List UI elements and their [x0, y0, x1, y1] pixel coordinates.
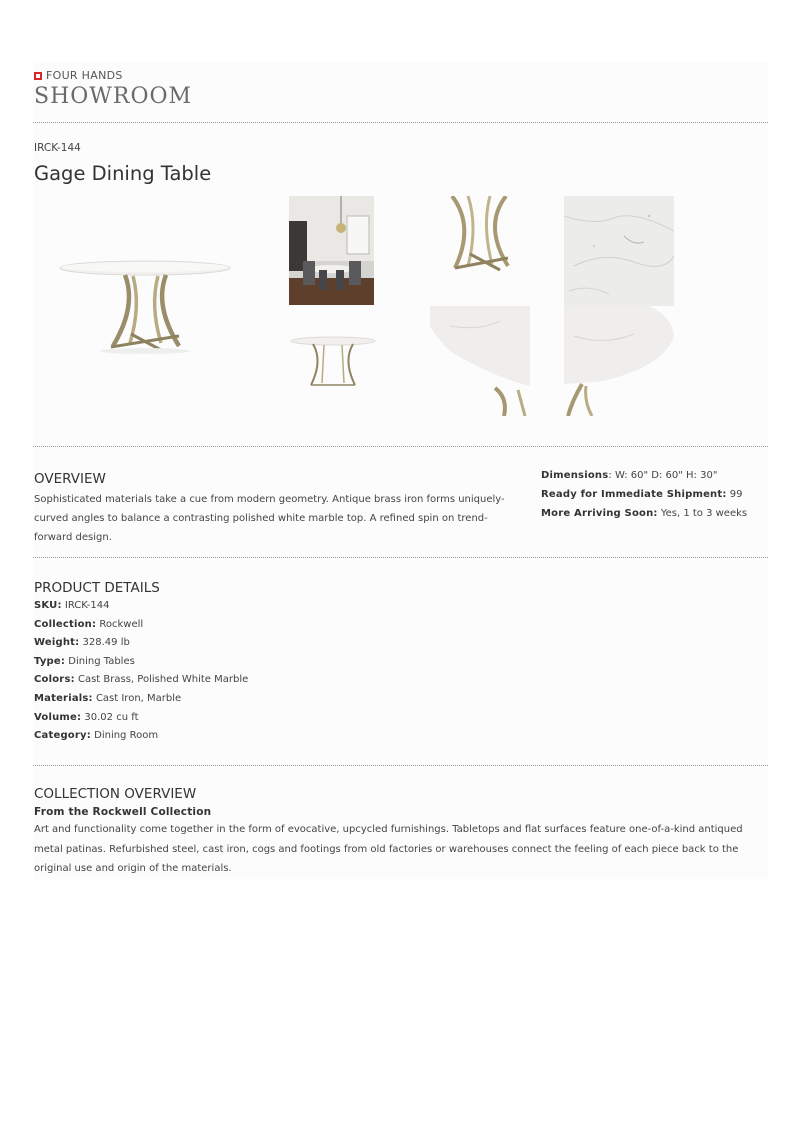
base-detail-photo — [430, 196, 530, 276]
collection-text: Art and functionality come together in the form of evocative, upcycled furnishings. Tabletops and flat surfaces feature one-of-a-kind antiqued metal patinas. Refurbished steel, cast iron, cogs and footings from old factories or warehouses connect the feeling of each piece back to the original use and origin of the materials. — [34, 824, 743, 874]
detail-row — [34, 597, 248, 616]
spec-sep: : — [608, 470, 615, 481]
detail-label: SKU: — [34, 600, 62, 611]
detail-label: Type: — [34, 655, 66, 667]
divider — [33, 122, 768, 123]
detail-label: Collection: — [34, 618, 97, 630]
page-title: Gage Dining Table — [34, 162, 212, 185]
spec-label: Dimensions — [541, 470, 609, 481]
overview-text: Sophisticated materials take a cue from modern geometry. Antique brass iron forms uniquely-curved angles to balance a contrasting polished white marble top. A refined spin on trend-forward design. — [34, 494, 505, 543]
spec-label: More Arriving Soon: — [541, 508, 658, 519]
detail-label: Volume: — [34, 711, 82, 723]
spec-dimensions — [541, 466, 771, 485]
product-details-section — [33, 558, 768, 765]
brand-row — [34, 69, 123, 82]
details-list — [34, 597, 248, 746]
collection-heading: COLLECTION OVERVIEW — [34, 786, 197, 802]
detail-label: Materials: — [34, 692, 93, 704]
product-sku: IRCK-144 — [34, 142, 81, 154]
detail-value: 30.02 cu ft — [84, 711, 139, 723]
header — [33, 62, 768, 122]
detail-row — [34, 709, 248, 728]
marble-texture-photo — [564, 196, 674, 306]
overview-heading: OVERVIEW — [34, 471, 106, 487]
table-main-photo — [33, 196, 278, 416]
overview-left — [34, 471, 519, 547]
detail-label: Colors: — [34, 674, 75, 686]
detail-value: Rockwell — [99, 618, 144, 630]
brand-name: FOUR HANDS — [46, 69, 123, 82]
collection-section — [33, 766, 768, 879]
detail-row — [34, 671, 248, 690]
detail-row — [34, 653, 248, 672]
detail-value: 328.49 lb — [82, 637, 130, 649]
spec-sheet — [33, 62, 768, 879]
collection-subheading: From the Rockwell Collection — [34, 806, 212, 818]
detail-row — [34, 690, 248, 709]
detail-label: Weight: — [34, 637, 80, 649]
tabletop-corner-photo — [564, 306, 674, 416]
spec-value: Yes, 1 to 3 weeks — [660, 508, 748, 519]
detail-value: IRCK-144 — [64, 600, 110, 611]
detail-value: Dining Room — [94, 730, 159, 742]
spec-value: W: 60" D: 60" H: 30" — [614, 470, 718, 481]
details-heading: PRODUCT DETAILS — [34, 580, 160, 596]
detail-value: Dining Tables — [68, 655, 135, 667]
table-side-photo — [289, 331, 377, 391]
detail-label: Category: — [34, 730, 91, 742]
brand-subtitle: SHOWROOM — [34, 84, 193, 109]
detail-value: Cast Brass, Polished White Marble — [77, 674, 249, 686]
detail-row — [34, 634, 248, 653]
detail-row — [34, 616, 248, 635]
image-gallery — [33, 196, 768, 446]
overview-specs — [541, 466, 771, 523]
overview-section — [33, 447, 768, 557]
spec-more-arriving — [541, 504, 771, 523]
spec-ready-shipment — [541, 485, 771, 504]
detail-row — [34, 727, 248, 746]
detail-value: Cast Iron, Marble — [95, 692, 182, 704]
room-scene-photo — [289, 196, 374, 305]
tabletop-edge-photo — [430, 306, 530, 416]
spec-value: 99 — [729, 489, 743, 500]
spec-label: Ready for Immediate Shipment: — [541, 489, 727, 500]
brand-logo-icon — [34, 72, 42, 80]
